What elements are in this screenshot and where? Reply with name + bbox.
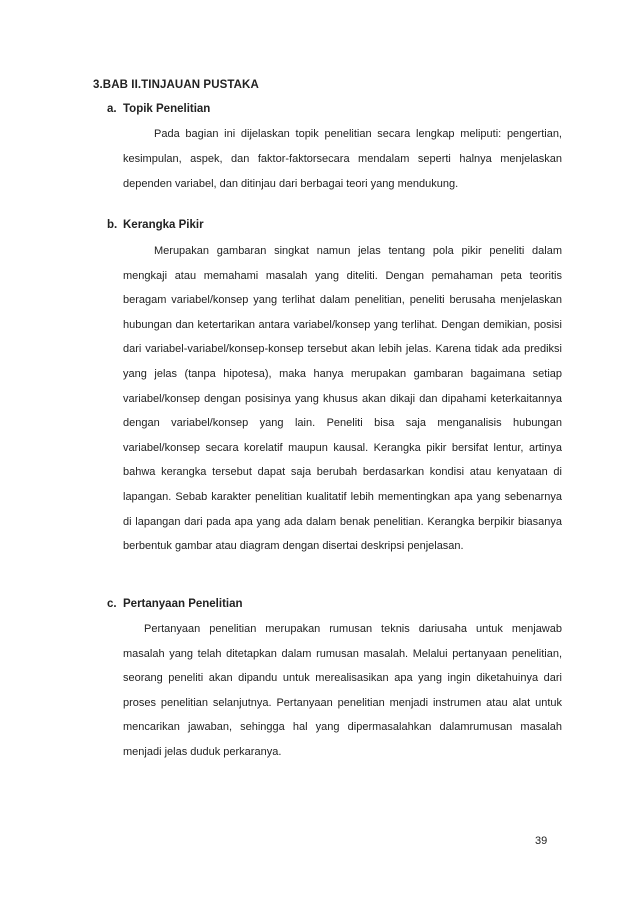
section-paragraph: Pada bagian ini dijelaskan topik penelitian secara lengkap meliputi: pengertian, kesimpulan, aspek, dan faktor-faktorsecara mendalam seperti halnya menjelaskan dependen variabel, dan ditinjau dari berbagai teori yang mendukung. bbox=[123, 128, 562, 190]
section-heading bbox=[107, 219, 562, 231]
section-paragraph: Pertanyaan penelitian merupakan rumusan teknis dariusaha untuk menjawab masalah yang telah ditetapkan dalam rumusan masalah. Melalui pertanyaan penelitian, seorang peneliti akan dipandu untuk merealisasikan apa yang ingin diketahuinya dari proses penelitian selanjutnya. Pertanyaan penelitian menjadi instrumen atau alat untuk mencarikan jawaban, sehingga hal yang dipermasalahkan dalamrumusan masalah menjadi jelas duduk perkaranya. bbox=[123, 623, 562, 758]
chapter-title: 3.BAB II.TINJAUAN PUSTAKA bbox=[93, 79, 259, 91]
section-heading bbox=[107, 598, 562, 610]
section-kerangka-pikir bbox=[107, 219, 562, 559]
section-heading-text: Pertanyaan Penelitian bbox=[123, 598, 243, 610]
section-heading-text: Topik Penelitian bbox=[123, 103, 211, 115]
section-marker: b. bbox=[107, 219, 118, 231]
section-pertanyaan-penelitian bbox=[107, 598, 562, 764]
section-paragraph: Merupakan gambaran singkat namun jelas tentang pola pikir peneliti dalam mengkaji atau memahami masalah yang diteliti. Dengan pemahaman peta teoritis beragam variabel/konsep yang terlihat dalam penelitian, peneliti berusaha menjelaskan hubungan dan ketertarikan antara variabel/konsep yang terlihat. Dengan demikian, posisi dari variabel-variabel/konsep-konsep tersebut akan lebih jelas. Karena tidak ada prediksi yang jelas (tanpa hipotesa), maka hanya merupakan gambaran bagaimana setiap variabel/konsep dengan posisinya yang khusus akan dikaji dan dipahami keterkaitannya dengan variabel/konsep yang lain. Peneliti bisa saja menganalisis hubungan variabel/konsep secara korelatif maupun kausal. Kerangka pikir bersifat lentur, artinya bahwa kerangka tersebut dapat saja berubah berdasarkan kondisi atau kenyataan di lapangan. Sebab karakter penelitian kualitatif lebih mementingkan apa yang sebenarnya di lapangan dari pada apa yang ada dalam benak penelitian. Kerangka berpikir biasanya berbentuk gambar atau diagram dengan disertai deskripsi penjelasan. bbox=[123, 245, 562, 553]
page-number: 39 bbox=[535, 835, 548, 847]
section-topik-penelitian bbox=[107, 103, 562, 197]
section-heading-text: Kerangka Pikir bbox=[123, 219, 204, 231]
section-marker: a. bbox=[107, 103, 117, 115]
section-heading bbox=[107, 103, 562, 115]
section-marker: c. bbox=[107, 598, 117, 610]
